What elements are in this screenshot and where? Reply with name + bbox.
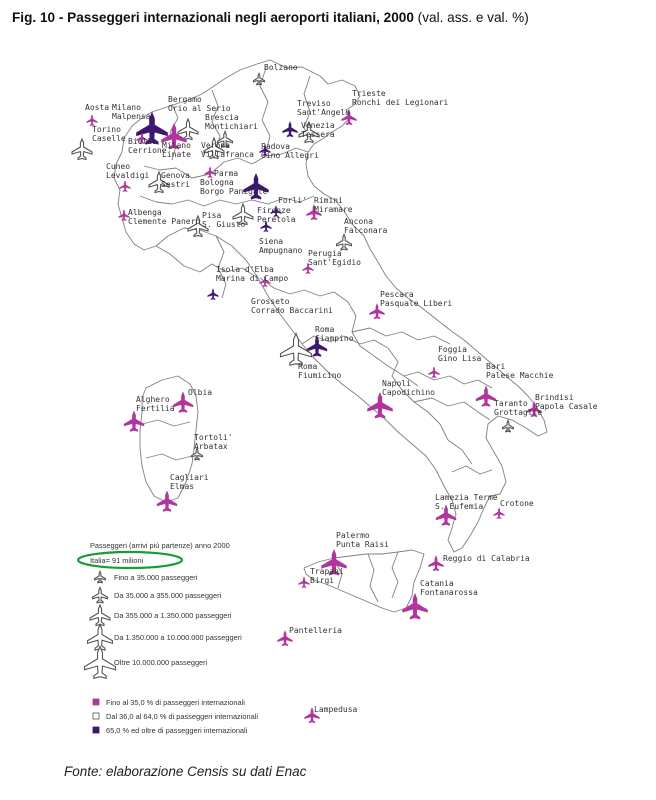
airport-pisa-label: Pisa [202,211,222,220]
airport-cuneo-label: Levaldigi [106,171,150,180]
airport-brindisi-label: Papola Casale [535,402,598,411]
legend-share-mid-swatch [93,713,99,719]
airport-trapani-label: Birgi [310,576,335,585]
airport-alghero-label: Fertilia [136,404,175,413]
airport-bologna-label: Borgo Panigale [200,187,268,196]
airport-napoli-label: Capodichino [382,388,435,397]
map-legend [78,541,258,735]
airport-firenze-label: Peretola [257,215,296,224]
airport-roma-ciampino-label: Roma [315,325,335,334]
airport-milano-malpensa-label: Malpensa [112,112,151,121]
legend-share-high-swatch [93,727,99,733]
airport-tortoli-label: Tortoli' [194,433,233,442]
airport-foggia-label: Gino Lisa [438,354,482,363]
airport-reggio-plane-icon [429,556,444,571]
legend-size-3-plane-icon [90,605,110,626]
legend-size-3-label: Da 355.000 a 1.350.000 passeggeri [114,611,232,620]
airport-perugia-label: Perugia [308,249,342,258]
airport-biella-label: Cerrione [128,146,167,155]
inner-border-sardinia [142,420,192,460]
airport-venezia-label: Venezia [301,121,335,130]
airport-cuneo-label: Cuneo [106,162,131,171]
figure-title [12,10,642,25]
airport-taranto-label: Taranto [494,399,528,408]
airport-catania-label: Catania [420,579,454,588]
airport-milano-linate-label: Milano [162,141,191,150]
inner-border-south [348,302,492,464]
airport-olbia-label: Olbia [188,388,213,397]
airport-tortoli-label: Arbatax [194,442,228,451]
airport-elba-label: Marina di Campo [216,274,289,283]
airport-verona-label: Villafranca [201,150,254,159]
airport-bologna-label: Bologna [200,178,234,187]
airport-reggio-label: Reggio di Calabria [443,554,530,563]
airport-torino-plane-icon [72,139,92,160]
airport-bergamo-label: Bergamo [168,95,202,104]
airport-milano-linate-label: Linate [162,150,191,159]
airport-grosseto-label: Grosseto [251,297,290,306]
airport-lampedusa-label: Lampedusa [314,705,358,714]
legend-size-classes [85,572,243,679]
airport-roma-fiumicino-label: Roma [298,362,318,371]
airport-bari-plane-icon [476,386,496,407]
airport-trieste-label: Ronchi dei Legionari [352,98,449,107]
airport-treviso-label: Treviso [297,99,331,108]
airport-bergamo-label: Orio al Serio [168,104,231,113]
airport-roma-ciampino-label: Ciampino [315,334,354,343]
airport-treviso-plane-icon [283,122,298,137]
airport-genova-label: Genova [161,171,190,180]
airport-catania-label: Fontanarossa [420,588,478,597]
airport-napoli-label: Napoli [382,379,411,388]
airport-pescara-label: Pasquale Liberi [380,299,453,308]
airport-bolzano-label: Bolzano [264,63,298,72]
airport-crotone-label: Crotone [500,499,534,508]
airport-trieste-label: Trieste [352,89,386,98]
legend-total: Italia= 91 milioni [90,556,144,565]
airport-palermo-label: Palermo [336,531,370,540]
airport-torino-label: Caselle [92,134,126,143]
legend-share-low-label: Fino al 35,0 % di passeggeri internazionali [106,698,245,707]
airport-biella-label: Biella [128,137,157,146]
airport-bolzano-plane-icon [254,74,265,85]
airport-taranto-label: Grottaglie [494,408,543,417]
airport-roma-fiumicino-label: Fiumicino [298,371,342,380]
airport-bari-label: Bari [486,362,506,371]
airport-siena-label: Siena [259,237,284,246]
airport-firenze-label: Firenze [257,206,291,215]
airport-elba-plane-icon [208,289,219,300]
figure-title-units: (val. ass. e val. %) [413,10,529,25]
inner-border-calabria [452,466,492,474]
legend-size-1-label: Fino a 35.000 passeggeri [114,573,198,582]
airport-elba-label: Isola d'Elba [216,265,274,274]
airport-milano-malpensa-label: Milano [112,103,141,112]
airport-pescara-label: Pescara [380,290,414,299]
inner-border-sicily [334,552,398,602]
airport-brindisi-label: Brindisi [535,393,574,402]
airport-pantelleria-label: Pantelleria [289,626,342,635]
airport-ancona-plane-icon [337,235,352,250]
airport-bari-label: Palese Macchie [486,371,554,380]
legend-size-2-label: Da 35.000 a 355.000 passeggeri [114,591,222,600]
italy-map [52,40,612,740]
figure-title-main: Fig. 10 - Passeggeri internazionali negli aeroporti italiani, 2000 [12,10,414,25]
figure-source: Fonte: elaborazione Censis su dati Enac [64,764,307,779]
italy-map-canvas [52,40,612,740]
airport-brescia-label: Brescia [205,113,239,122]
airport-venezia-label: Tessera [301,130,335,139]
airport-padova-label: Padova [261,142,290,151]
airport-alghero-label: Alghero [136,395,170,404]
inner-border-alps [170,68,312,160]
legend-share-high-label: 65,0 % ed oltre di passeggeri internazionali [106,726,248,735]
airport-lamezia-label: Lamezia Terme [435,493,498,502]
airport-padova-label: Gino Allegri [261,151,319,160]
airport-aosta-label: Aosta [85,103,110,112]
legend-share-low-swatch [93,699,99,705]
airport-forli-label: Forli' [278,196,307,205]
legend-share-classes [93,698,258,735]
airport-cagliari-label: Elmas [170,482,195,491]
airport-pisa-label: S. Giusto [202,220,246,229]
airport-palermo-label: Punta Raisi [336,540,389,549]
legend-size-2-plane-icon [93,588,108,603]
airport-rimini-label: Rimini [314,196,343,205]
airport-perugia-label: Sant'Egidio [308,258,361,267]
legend-size-1-plane-icon [95,572,106,583]
airport-grosseto-label: Corrado Baccarini [251,306,333,315]
airport-verona-label: Verona [201,141,230,150]
airport-albenga-label: Clemente Panero [128,217,201,226]
legend-size-5-plane-icon [85,647,116,679]
airport-albenga-label: Albenga [128,208,162,217]
airport-torino-label: Torino [92,125,121,134]
airport-foggia-plane-icon [429,367,440,378]
airport-foggia-label: Foggia [438,345,467,354]
airport-lamezia-label: S. Eufemia [435,502,484,511]
airport-parma-label: Parma [214,169,239,178]
airport-catania-plane-icon [403,594,428,620]
airport-trapani-label: Trapani [310,567,344,576]
airport-brescia-label: Montichiari [205,122,258,131]
airport-treviso-label: Sant'Angelo [297,108,350,117]
airport-crotone-plane-icon [494,508,505,519]
airport-cuneo-plane-icon [120,181,131,192]
airport-taranto-plane-icon [503,421,514,432]
airport-rimini-label: Miramare [314,205,353,214]
airport-ancona-label: Falconara [344,226,388,235]
airport-cagliari-label: Cagliari [170,473,209,482]
legend-heading: Passeggeri (arrivi più partenze) anno 2000 [90,541,230,550]
airport-siena-label: Ampugnano [259,246,303,255]
airport-ancona-label: Ancona [344,217,373,226]
legend-size-5-label: Oltre 10.000.000 passeggeri [114,658,208,667]
airport-trapani-plane-icon [299,577,310,588]
airport-genova-label: Sestri [161,180,190,189]
airport-cagliari-plane-icon [157,491,177,512]
legend-size-4-label: Da 1.350.000 a 10.000.000 passeggeri [114,633,242,642]
legend-share-mid-label: Dal 36,0 al 64,0 % di passeggeri internazionali [106,712,259,721]
